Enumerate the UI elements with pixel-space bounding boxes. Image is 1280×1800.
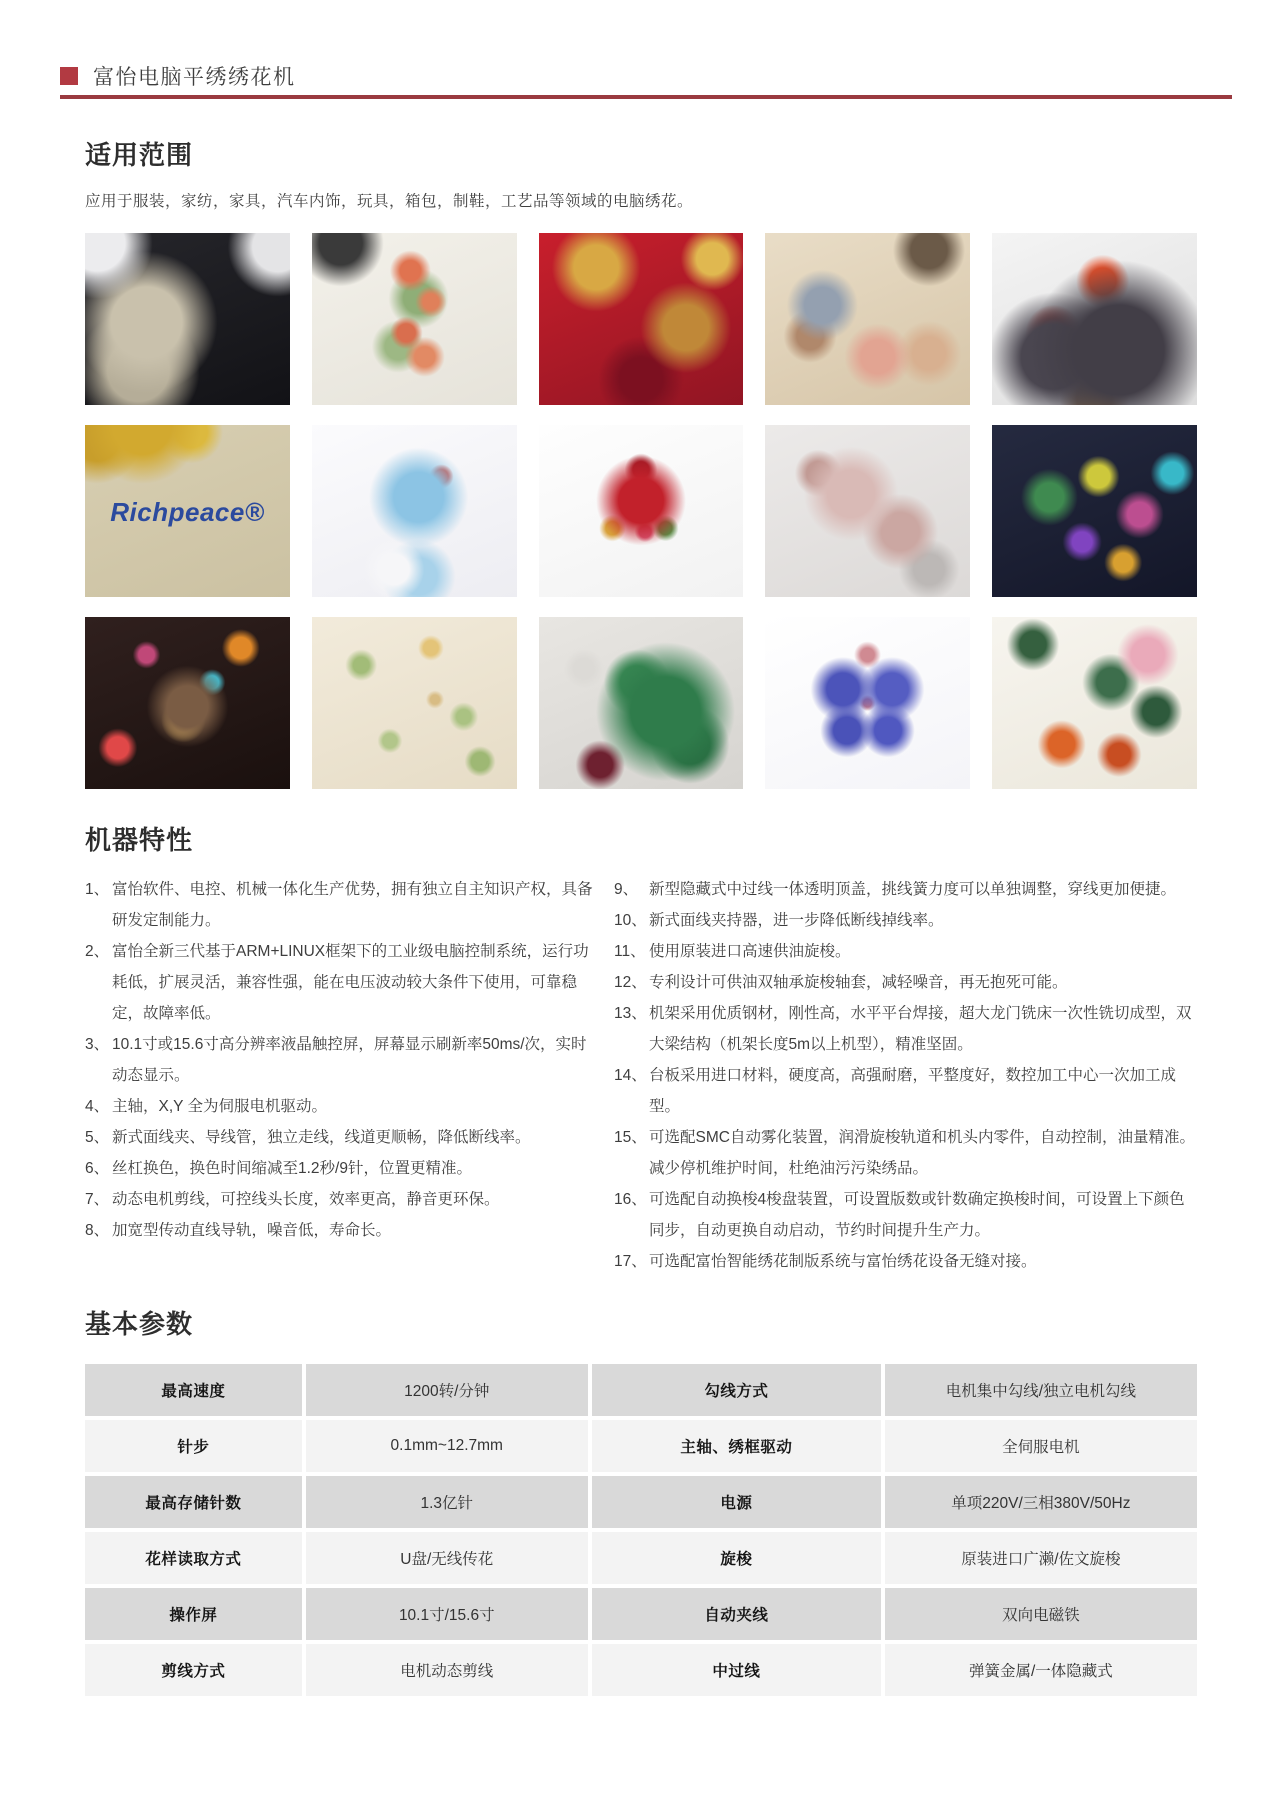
gallery-thumbnail-doraemon-plush-toy: [312, 425, 517, 597]
application-image-gallery: [85, 233, 1197, 789]
gallery-thumbnail-blue-sequin-butterfly: [765, 617, 970, 789]
feature-item-number: 3、: [85, 1036, 110, 1053]
gallery-thumbnail-sofa-bamboo-embroidery: [992, 233, 1197, 405]
gallery-thumbnail-pink-embroidered-heels: [765, 425, 970, 597]
param-row-5: [85, 1588, 1197, 1640]
page-content: [85, 135, 1197, 1696]
feature-item-number: 15、: [614, 1129, 647, 1146]
scope-description: 应用于服装，家纺，家具，汽车内饰，玩具，箱包，制鞋，工艺品等领域的电脑绣花。: [85, 193, 694, 210]
feature-item-number: 13、: [614, 1005, 647, 1022]
param-row-4: [85, 1532, 1197, 1584]
param-label: 最高速度: [85, 1364, 302, 1416]
feature-item-4: [85, 1091, 600, 1122]
feature-item-text: 富怡全新三代基于ARM+LINUX框架下的工业级电脑控制系统，运行功耗低，扩展灵活，兼容性强，能在电压波动较大条件下使用，可靠稳定，故障率低。: [112, 943, 589, 1022]
feature-item-text: 新式面线夹、导线管，独立走线，线道更顺畅，降低断线率。: [112, 1129, 531, 1146]
params-section-heading: 基本参数: [85, 1309, 194, 1339]
feature-item-number: 11、: [614, 943, 646, 960]
features-list-right: [614, 874, 1197, 1277]
param-row-3: [85, 1476, 1197, 1528]
feature-item-17: [614, 1246, 1197, 1277]
param-label: 针步: [85, 1420, 302, 1472]
gallery-thumbnail-peacock-panel-dark: [85, 617, 290, 789]
feature-item-number: 4、: [85, 1098, 110, 1115]
gallery-thumbnail-mandarin-ducks-lotus-embroidery: [992, 617, 1197, 789]
feature-item-number: 6、: [85, 1160, 110, 1177]
feature-item-number: 10、: [614, 912, 647, 929]
feature-item-10: [614, 905, 1197, 936]
feature-item-text: 可选配自动换梭4梭盘装置，可设置版数或针数确定换梭时间，可设置上下颜色同步，自动更换自动启动，节约时间提升生产力。: [649, 1191, 1185, 1239]
gallery-thumbnail-cream-floral-fabric: [312, 617, 517, 789]
feature-item-16: [614, 1184, 1197, 1246]
gallery-thumbnail-green-sequin-peacock: [539, 617, 744, 789]
header-rule-divider: [60, 95, 1232, 99]
param-label: 操作屏: [85, 1588, 302, 1640]
features-section-heading: 机器特性: [85, 825, 194, 855]
brochure-page: [0, 64, 1280, 1800]
header-title-row: [60, 64, 1232, 88]
feature-item-1: [85, 874, 600, 936]
feature-item-15: [614, 1122, 1197, 1184]
param-value: U盘/无线传花: [306, 1532, 588, 1584]
param-value: 原装进口广濑/佐文旋梭: [885, 1532, 1197, 1584]
feature-item-text: 可选配SMC自动雾化装置，润滑旋梭轨道和机头内零件，自动控制，油量精准。减少停机维护时间，杜绝油污污染绣品。: [649, 1129, 1195, 1177]
gallery-thumbnail-red-silk-bedding: [539, 233, 744, 405]
features-columns: [85, 874, 1197, 1277]
param-label: 主轴、绣框驱动: [592, 1420, 881, 1472]
feature-item-text: 10.1寸或15.6寸高分辨率液晶触控屏，屏幕显示刷新率50ms/次，实时动态显示。: [112, 1036, 587, 1084]
param-value: 弹簧金属/一体隐藏式: [885, 1644, 1197, 1696]
feature-item-9: [614, 874, 1197, 905]
feature-item-number: 17、: [614, 1253, 647, 1270]
features-list-left: [85, 874, 600, 1277]
param-value: 全伺服电机: [885, 1420, 1197, 1472]
header-accent-square-icon: [60, 67, 78, 85]
gallery-thumbnail-richpeace-leather-logo: [85, 425, 290, 597]
param-label: 中过线: [592, 1644, 881, 1696]
param-label: 旋梭: [592, 1532, 881, 1584]
feature-item-11: [614, 936, 1197, 967]
param-label: 勾线方式: [592, 1364, 881, 1416]
feature-item-text: 动态电机剪线，可控线头长度，效率更高，静音更环保。: [112, 1191, 500, 1208]
page-header: [60, 64, 1232, 99]
gallery-thumbnail-black-suit-dragon-embroidery: [85, 233, 290, 405]
gallery-thumbnail-white-robe-floral-embroidery: [312, 233, 517, 405]
param-value: 电机集中勾线/独立电机勾线: [885, 1364, 1197, 1416]
feature-item-text: 台板采用进口材料，硬度高，高强耐磨，平整度好，数控加工中心一次加工成型。: [649, 1067, 1177, 1115]
feature-item-text: 专利设计可供油双轴承旋梭轴套，减轻噪音，再无抱死可能。: [649, 974, 1068, 991]
feature-item-8: [85, 1215, 600, 1246]
feature-item-number: 9、: [614, 881, 639, 898]
feature-item-number: 14、: [614, 1067, 647, 1084]
feature-item-text: 主轴，X,Y 全为伺服电机驱动。: [112, 1098, 328, 1115]
feature-item-text: 加宽型传动直线导轨，噪音低，寿命长。: [112, 1222, 392, 1239]
gallery-thumbnail-peacock-peony-silk: [765, 233, 970, 405]
param-label: 剪线方式: [85, 1644, 302, 1696]
feature-item-text: 使用原装进口高速供油旋梭。: [649, 943, 851, 960]
gallery-thumbnail-dark-paisley-embroidery: [992, 425, 1197, 597]
feature-item-number: 12、: [614, 974, 647, 991]
param-row-1: [85, 1364, 1197, 1416]
feature-item-2: [85, 936, 600, 1029]
param-row-6: [85, 1644, 1197, 1696]
param-value: 双向电磁铁: [885, 1588, 1197, 1640]
feature-item-text: 可选配富怡智能绣花制版系统与富怡绣花设备无缝对接。: [649, 1253, 1037, 1270]
param-value: 单项220V/三相380V/50Hz: [885, 1476, 1197, 1528]
feature-item-12: [614, 967, 1197, 998]
param-label: 自动夹线: [592, 1588, 881, 1640]
feature-item-number: 8、: [85, 1222, 110, 1239]
feature-item-text: 机架采用优质钢材，刚性高，水平平台焊接，超大龙门铣床一次性铣切成型，双大梁结构（机架长度5m以上机型），精准坚固。: [649, 1005, 1192, 1053]
param-label: 电源: [592, 1476, 881, 1528]
param-row-2: [85, 1420, 1197, 1472]
feature-item-text: 丝杠换色，换色时间缩减至1.2秒/9针，位置更精准。: [112, 1160, 472, 1177]
basic-parameters-table: [85, 1364, 1197, 1696]
param-value: 1200转/分钟: [306, 1364, 588, 1416]
richpeace-logo-text: Richpeace®: [110, 497, 265, 528]
param-value: 0.1mm~12.7mm: [306, 1420, 588, 1472]
feature-item-6: [85, 1153, 600, 1184]
param-label: 最高存储针数: [85, 1476, 302, 1528]
param-label: 花样读取方式: [85, 1532, 302, 1584]
feature-item-number: 2、: [85, 943, 110, 960]
feature-item-14: [614, 1060, 1197, 1122]
gallery-thumbnail-red-bag-cat-embroidery: [539, 425, 744, 597]
param-value: 电机动态剪线: [306, 1644, 588, 1696]
feature-item-number: 16、: [614, 1191, 647, 1208]
scope-section-heading: 适用范围: [85, 140, 194, 170]
feature-item-text: 新式面线夹持器，进一步降低断线掉线率。: [649, 912, 944, 929]
feature-item-text: 新型隐藏式中过线一体透明顶盖，挑线簧力度可以单独调整，穿线更加便捷。: [649, 881, 1177, 898]
feature-item-number: 5、: [85, 1129, 110, 1146]
feature-item-number: 1、: [85, 881, 110, 898]
page-title: 富怡电脑平绣绣花机: [93, 66, 296, 89]
feature-item-3: [85, 1029, 600, 1091]
feature-item-5: [85, 1122, 600, 1153]
feature-item-text: 富怡软件、电控、机械一体化生产优势，拥有独立自主知识产权，具备研发定制能力。: [112, 881, 593, 929]
feature-item-number: 7、: [85, 1191, 110, 1208]
param-value: 10.1寸/15.6寸: [306, 1588, 588, 1640]
param-value: 1.3亿针: [306, 1476, 588, 1528]
feature-item-7: [85, 1184, 600, 1215]
feature-item-13: [614, 998, 1197, 1060]
